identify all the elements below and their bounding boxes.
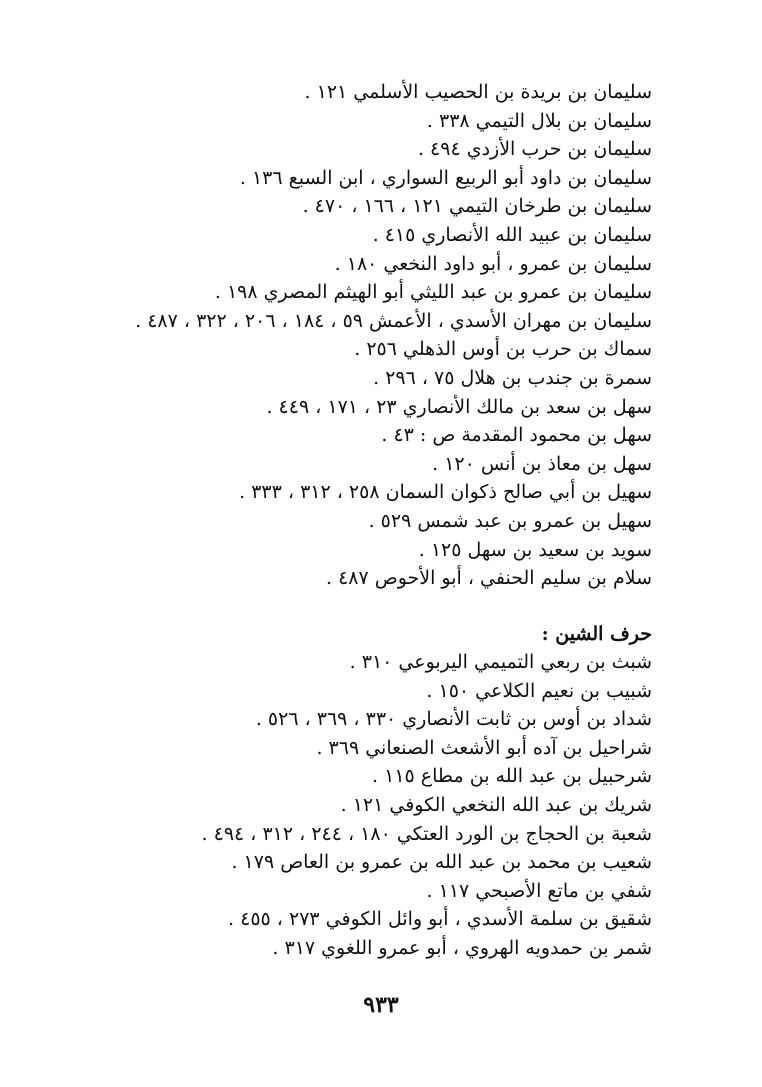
index-entry: سهل بن معاذ بن أنس ١٢٠ . <box>432 452 652 475</box>
index-entry: سليمان بن عمرو ، أبو داود النخعي ١٨٠ . <box>334 252 652 275</box>
index-entry: سليمان بن بلال التيمي ٣٣٨ . <box>426 109 652 132</box>
index-entry: سليمان بن عبيد الله الأنصاري ٤١٥ . <box>372 223 652 246</box>
index-entry: سليمان بن عمرو بن عبد الليثي أبو الهيثم المصري ١٩٨ . <box>214 281 652 304</box>
entry-list-sin <box>12 78 652 593</box>
index-entry: شرحبيل بن عبد الله بن مطاع ١١٥ . <box>372 765 652 788</box>
index-entry: سليمان بن بريدة بن الحصيب الأسلمي ١٢١ . <box>304 81 652 103</box>
index-entry: شبيب بن نعيم الكلاعي ١٥٠ . <box>426 679 652 702</box>
index-entry: سهيل بن عمرو بن عبد شمس ٥٢٩ . <box>368 509 652 532</box>
index-entry: شفي بن ماتع الأصبحي ١١٧ . <box>426 879 652 902</box>
index-entry: سويد بن سعيد بن سهل ١٢٥ . <box>418 538 652 561</box>
index-entry: سليمان بن طرخان التيمي ١٢١ ، ١٦٦ ، ٤٧٠ . <box>302 195 652 218</box>
index-entry: سليمان بن مهران الأسدي ، الأعمش ٥٩ ، ١٨٤ ، ٢٠٦ ، ٣٢٢ ، ٤٨٧ . <box>135 309 652 332</box>
index-entry: سليمان بن حرب الأزدي ٤٩٤ . <box>417 138 652 161</box>
index-entry: شمر بن حمدويه الهروي ، أبو عمرو اللغوي ٣١٧ . <box>272 936 652 959</box>
page-number: ٩٣٣ <box>363 992 399 1018</box>
index-entry: سمرة بن جندب بن هلال ٧٥ ، ٢٩٦ . <box>373 366 652 389</box>
index-entry: شعيب بن محمد بن عبد الله بن عمرو بن العاص ١٧٩ . <box>231 851 652 874</box>
index-entry: شبث بن ربعي التميمي اليربوعي ٣١٠ . <box>349 651 652 673</box>
index-entry: شداد بن أوس بن ثابت الأنصاري ٣٣٠ ، ٣٦٩ ، ٥٢٦ . <box>255 708 652 731</box>
index-entry: شعبة بن الحجاج بن الورد العتكي ١٨٠ ، ٢٤٤ ، ٣١٢ ، ٤٩٤ . <box>201 822 652 845</box>
index-entry: سماك بن حرب بن أوس الذهلي ٢٥٦ . <box>354 338 652 361</box>
index-entry: شقيق بن سلمة الأسدي ، أبو وائل الكوفي ٢٧٣ ، ٤٥٥ . <box>228 908 652 931</box>
index-entry: سلام بن سليم الحنفي ، أبو الأحوص ٤٨٧ . <box>325 567 652 590</box>
section-heading-shin: حرف الشين : <box>541 623 652 645</box>
index-entry: سليمان بن داود أبو الربيع السواري ، ابن السبع ١٣٦ . <box>239 166 652 189</box>
entry-list-shin <box>12 648 652 963</box>
index-entry: سهيل بن أبي صالح ذكوان السمان ٢٥٨ ، ٣١٢ ، ٣٣٣ . <box>239 481 652 504</box>
index-entry: شراحيل بن آده أبو الأشعث الصنعاني ٣٦٩ . <box>316 736 652 759</box>
index-entry: سهل بن محمود المقدمة ص : ٤٣ . <box>381 424 652 447</box>
index-entry: شريك بن عبد الله النخعي الكوفي ١٢١ . <box>340 793 652 816</box>
index-entry: سهل بن سعد بن مالك الأنصاري ٢٣ ، ١٧١ ، ٤٤٩ . <box>266 395 652 418</box>
